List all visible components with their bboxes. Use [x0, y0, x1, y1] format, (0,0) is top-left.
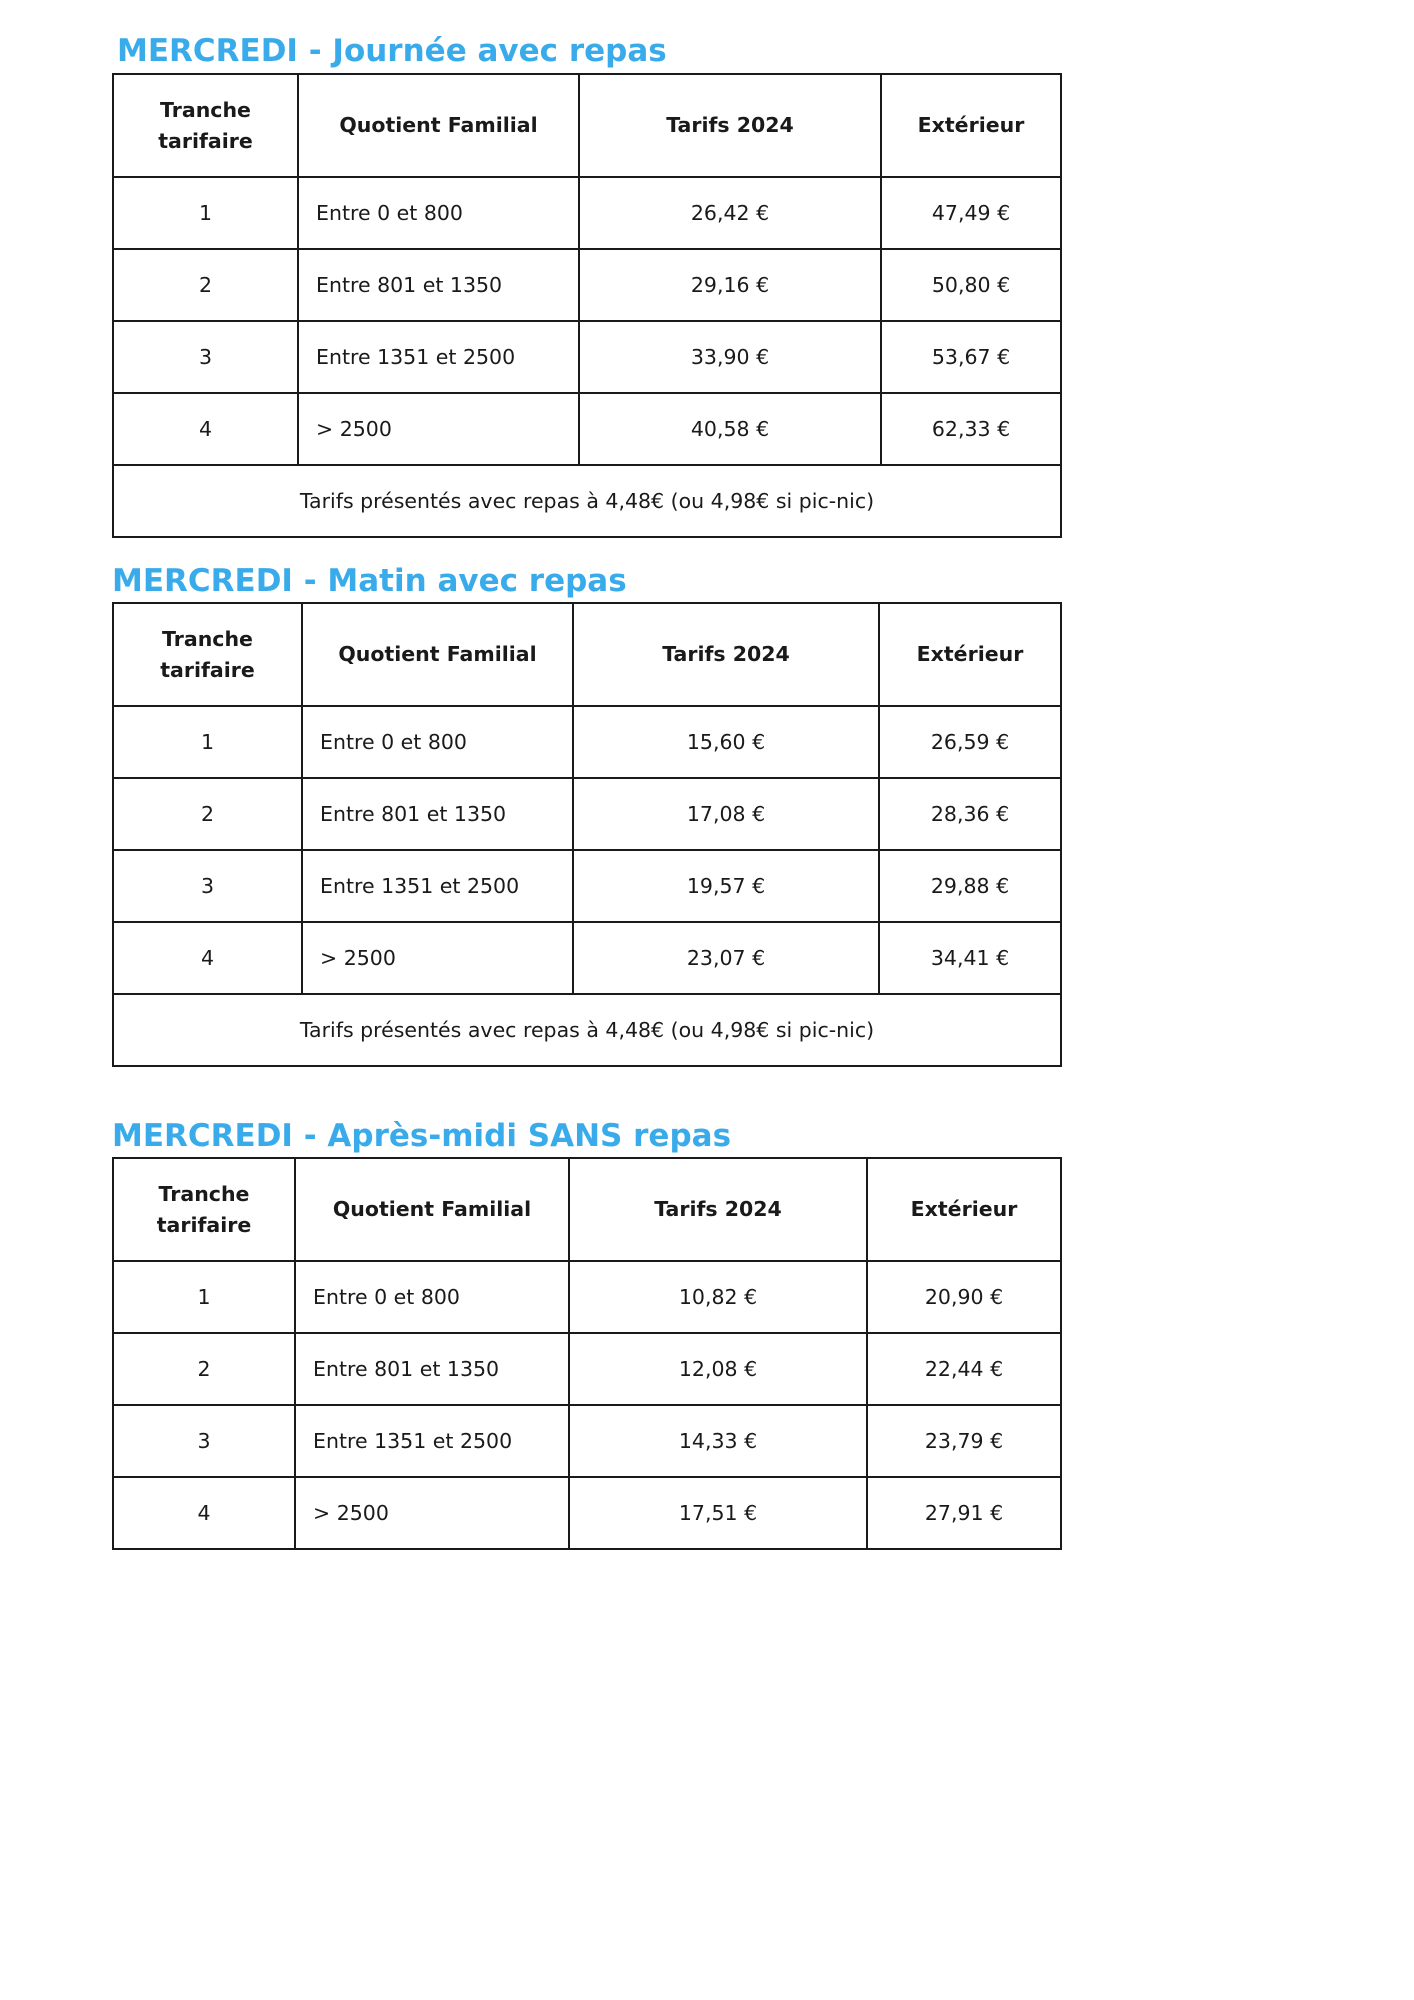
cell-exterieur: 20,90 € [867, 1261, 1061, 1333]
header-tarifs: Tarifs 2024 [573, 603, 879, 706]
table-note: Tarifs présentés avec repas à 4,48€ (ou 4,98€ si pic-nic) [113, 465, 1061, 537]
table-note: Tarifs présentés avec repas à 4,48€ (ou 4,98€ si pic-nic) [113, 994, 1061, 1066]
cell-quotient: Entre 1351 et 2500 [295, 1405, 569, 1477]
header-tarifs: Tarifs 2024 [579, 74, 881, 177]
cell-quotient: Entre 0 et 800 [302, 706, 573, 778]
table-note-row [113, 994, 1061, 1066]
table-row [113, 778, 1061, 850]
cell-tranche: 3 [113, 850, 302, 922]
cell-quotient: > 2500 [302, 922, 573, 994]
table-header-row [113, 74, 1061, 177]
header-tranche: Tranche tarifaire [113, 1158, 295, 1261]
cell-tarif: 33,90 € [579, 321, 881, 393]
tarif-table-journee [112, 73, 1062, 538]
table-row [113, 1477, 1061, 1549]
cell-tranche: 4 [113, 1477, 295, 1549]
header-exterieur: Extérieur [881, 74, 1061, 177]
cell-quotient: Entre 1351 et 2500 [298, 321, 579, 393]
cell-tarif: 12,08 € [569, 1333, 867, 1405]
cell-exterieur: 50,80 € [881, 249, 1061, 321]
cell-exterieur: 47,49 € [881, 177, 1061, 249]
cell-exterieur: 23,79 € [867, 1405, 1061, 1477]
cell-tranche: 2 [113, 778, 302, 850]
cell-tarif: 17,08 € [573, 778, 879, 850]
cell-quotient: Entre 801 et 1350 [298, 249, 579, 321]
cell-quotient: > 2500 [295, 1477, 569, 1549]
cell-tarif: 14,33 € [569, 1405, 867, 1477]
header-tranche: Tranche tarifaire [113, 603, 302, 706]
header-tranche: Tranche tarifaire [113, 74, 298, 177]
cell-exterieur: 29,88 € [879, 850, 1061, 922]
cell-tranche: 2 [113, 1333, 295, 1405]
table-row [113, 249, 1061, 321]
header-quotient: Quotient Familial [298, 74, 579, 177]
header-tarifs: Tarifs 2024 [569, 1158, 867, 1261]
header-exterieur: Extérieur [879, 603, 1061, 706]
table-row [113, 177, 1061, 249]
cell-quotient: Entre 1351 et 2500 [302, 850, 573, 922]
cell-tranche: 2 [113, 249, 298, 321]
table-row [113, 393, 1061, 465]
section-title-apres-midi: MERCREDI - Après-midi SANS repas [112, 1118, 732, 1154]
header-quotient: Quotient Familial [295, 1158, 569, 1261]
cell-tarif: 29,16 € [579, 249, 881, 321]
tarif-table-matin [112, 602, 1062, 1067]
cell-tranche: 1 [113, 177, 298, 249]
table-row [113, 706, 1061, 778]
cell-exterieur: 27,91 € [867, 1477, 1061, 1549]
section-title-journee: MERCREDI - Journée avec repas [117, 33, 667, 69]
cell-tarif: 19,57 € [573, 850, 879, 922]
cell-quotient: Entre 0 et 800 [298, 177, 579, 249]
cell-quotient: Entre 0 et 800 [295, 1261, 569, 1333]
cell-exterieur: 53,67 € [881, 321, 1061, 393]
table-row [113, 1333, 1061, 1405]
cell-tarif: 26,42 € [579, 177, 881, 249]
cell-exterieur: 28,36 € [879, 778, 1061, 850]
cell-tarif: 15,60 € [573, 706, 879, 778]
cell-tranche: 1 [113, 1261, 295, 1333]
cell-exterieur: 34,41 € [879, 922, 1061, 994]
table-header-row [113, 603, 1061, 706]
tarif-table-apres-midi [112, 1157, 1062, 1550]
cell-quotient: Entre 801 et 1350 [295, 1333, 569, 1405]
table-row [113, 1261, 1061, 1333]
table-note-row [113, 465, 1061, 537]
cell-exterieur: 22,44 € [867, 1333, 1061, 1405]
cell-tranche: 4 [113, 922, 302, 994]
cell-tarif: 10,82 € [569, 1261, 867, 1333]
header-quotient: Quotient Familial [302, 603, 573, 706]
table-row [113, 321, 1061, 393]
cell-quotient: Entre 801 et 1350 [302, 778, 573, 850]
cell-quotient: > 2500 [298, 393, 579, 465]
cell-tranche: 3 [113, 1405, 295, 1477]
cell-tarif: 40,58 € [579, 393, 881, 465]
table-row [113, 922, 1061, 994]
table-row [113, 850, 1061, 922]
cell-tarif: 17,51 € [569, 1477, 867, 1549]
cell-tranche: 4 [113, 393, 298, 465]
cell-tranche: 3 [113, 321, 298, 393]
table-row [113, 1405, 1061, 1477]
cell-tarif: 23,07 € [573, 922, 879, 994]
cell-exterieur: 26,59 € [879, 706, 1061, 778]
cell-tranche: 1 [113, 706, 302, 778]
table-header-row [113, 1158, 1061, 1261]
cell-exterieur: 62,33 € [881, 393, 1061, 465]
header-exterieur: Extérieur [867, 1158, 1061, 1261]
section-title-matin: MERCREDI - Matin avec repas [112, 563, 627, 599]
